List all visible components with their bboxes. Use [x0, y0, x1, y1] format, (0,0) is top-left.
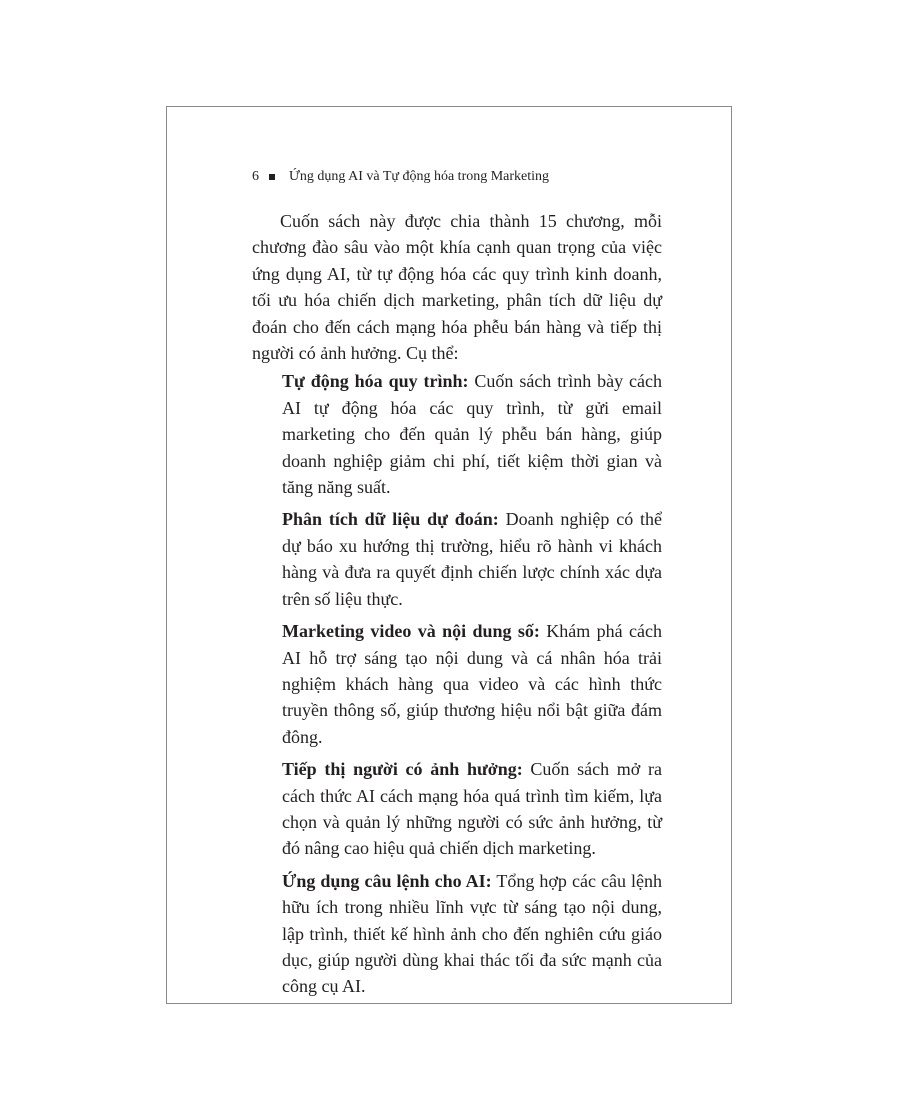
list-item-label: Tự động hóa quy trình: [282, 371, 469, 392]
list-item-label: Phân tích dữ liệu dự đoán: [282, 509, 499, 530]
list-item-text: Doanh nghiệp có thể dự báo xu hướng thị trường, hiểu rõ hành vi khách hàng và đưa ra quyết định chiến lược chính xác dựa trên số liệu thực. [282, 509, 663, 609]
feature-list [252, 368, 662, 999]
list-item-text: Cuốn sách mở ra cách thức AI cách mạng hóa quá trình tìm kiếm, lựa chọn và quản lý những người có sức ảnh hưởng, từ đó nâng cao hiệu quả chiến dịch marketing. [282, 759, 662, 859]
square-bullet-icon [269, 174, 275, 180]
list-item [282, 506, 662, 612]
list-item-label: Tiếp thị người có ảnh hưởng: [282, 759, 523, 780]
list-item [282, 618, 662, 750]
list-item-text: Khám phá cách AI hỗ trợ sáng tạo nội dung và cá nhân hóa trải nghiệm khách hàng qua video và các hình thức truyền thông số, giúp thương hiệu nổi bật giữa đám đông. [282, 621, 662, 747]
running-head-title: Ứng dụng AI và Tự động hóa trong Marketing [289, 169, 550, 184]
list-item-label: Ứng dụng câu lệnh cho AI: [282, 870, 492, 891]
list-item [282, 368, 662, 500]
page-number: 6 [252, 169, 259, 184]
list-item-text: Tổng hợp các câu lệnh hữu ích trong nhiều lĩnh vực từ sáng tạo nội dung, lập trình, thiết kế hình ảnh cho đến nghiên cứu giáo dục, giúp người dùng khai thác tối đa sức mạnh của công cụ AI. [282, 870, 663, 997]
body-text [252, 208, 662, 1006]
running-head [252, 167, 549, 187]
list-item [282, 868, 662, 1000]
list-item-text: Cuốn sách trình bày cách AI tự động hóa các quy trình, từ gửi email marketing cho đến quản lý phễu bán hàng, giúp doanh nghiệp giảm chi phí, tiết kiệm thời gian và tăng năng suất. [282, 371, 662, 498]
list-item-label: Marketing video và nội dung số: [282, 621, 540, 642]
list-item [282, 756, 662, 862]
intro-paragraph: Cuốn sách này được chia thành 15 chương, mỗi chương đào sâu vào một khía cạnh quan trọng của việc ứng dụng AI, từ tự động hóa các quy trình kinh doanh, tối ưu hóa chiến dịch marketing, phân tích dữ liệu dự đoán cho đến cách mạng hóa phễu bán hàng và tiếp thị người có ảnh hưởng. Cụ thể: [252, 211, 662, 364]
